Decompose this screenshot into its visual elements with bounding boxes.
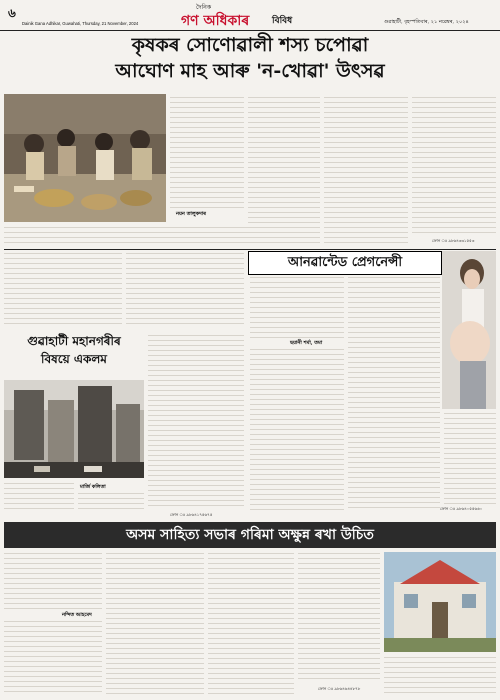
lead-body-col1 xyxy=(170,96,244,211)
masthead-rule xyxy=(0,30,500,31)
guwahati-headline-line2: বিষয়ে একলম xyxy=(41,352,107,366)
guwahati-body-col2 xyxy=(78,492,144,510)
left-body-col2 xyxy=(126,252,244,328)
pregnant-woman-image xyxy=(442,251,496,409)
pregnancy-body-col3 xyxy=(444,412,496,504)
pregnancy-banner xyxy=(248,251,442,275)
pregnancy-photo xyxy=(442,251,496,409)
guwahati-byline: মাৰ্জি কলিতা xyxy=(80,484,106,490)
pregnancy-byline: ছয়ানী শৰ্মা, তমা xyxy=(290,340,323,346)
brand-top: দৈনিক xyxy=(196,4,212,11)
guwahati-headline xyxy=(4,332,144,378)
lead-body-col2 xyxy=(248,96,320,246)
pregnancy-body-col1b xyxy=(250,348,344,510)
lead-phone: ফোন ঃ ৯৮৬৪৩৩১৫৫৩ xyxy=(432,238,475,243)
edition-line: Dainik Gana Adhikar, Guwahati, Thursday, 21 November, 2024 xyxy=(22,21,139,26)
lead-photo xyxy=(4,94,166,222)
brand-logo: গণ অধিকাৰ xyxy=(181,13,250,29)
section-divider-1 xyxy=(4,249,496,250)
guwahati-body-col1 xyxy=(4,482,74,510)
sahitya-body-col1 xyxy=(4,552,102,612)
guwahati-headline-line1: গুৱাহাটী মহানগৰীৰ xyxy=(27,334,121,348)
sahitya-byline: নন্দিত আহমেদ xyxy=(62,612,92,618)
lead-headline-line2: আঘোণ মাহ আৰু 'ন-খোৱা' উৎসৱ xyxy=(115,60,385,82)
sahitya-body-col4 xyxy=(298,552,380,682)
sahitya-photo xyxy=(384,552,496,652)
lead-headline-line1: কৃষকৰ সোণোৱালী শস্য চপোৱা xyxy=(131,34,369,56)
sahitya-banner-text: অসম সাহিত্য সভাৰ গৰিমা অক্ষুন্ন ৰখা উচিত xyxy=(126,527,374,543)
masthead xyxy=(0,0,500,32)
lead-body-under-photo xyxy=(4,226,248,246)
lead-headline xyxy=(28,33,472,89)
sahitya-phone: ফোন ঃ ৯৮৬৪৬৪৪৮৭৮ xyxy=(318,686,361,691)
guwahati-phone: ফোন ঃ ৯৮৬৪১৭৫৬৭৫ xyxy=(170,512,213,517)
building-image xyxy=(384,552,496,652)
sahitya-banner xyxy=(4,522,496,548)
sahitya-body-col5 xyxy=(384,656,496,696)
pregnancy-banner-text: আনৱান্টেড প্ৰেগনেন্সী xyxy=(287,254,403,270)
page-number: ৬ xyxy=(8,6,16,20)
pregnancy-body-col2 xyxy=(348,276,440,512)
sahitya-body-col3 xyxy=(208,552,294,696)
guwahati-photo xyxy=(4,380,144,478)
section-label: বিবিধ xyxy=(272,16,293,26)
guwahati-side-col xyxy=(148,334,244,510)
sahitya-body-col1b xyxy=(4,620,102,696)
ritual-image xyxy=(4,94,166,222)
lead-byline: নয়ন তালুকদাৰ xyxy=(176,211,206,217)
city-street-image xyxy=(4,380,144,478)
left-body-col1 xyxy=(4,252,122,328)
pregnancy-body-col1 xyxy=(250,276,344,340)
pregnancy-phone: ফোন ঃ ৯৮৬৪০৫৫৬৬০ xyxy=(440,506,483,511)
lead-body-col4 xyxy=(412,96,496,236)
date-line: গুৱাহাটী, বৃহস্পতিবাৰ, ২১ নৱেম্বৰ, ২০২৪ xyxy=(384,19,469,25)
sahitya-body-col2 xyxy=(106,552,204,696)
lead-body-col3 xyxy=(324,96,408,246)
